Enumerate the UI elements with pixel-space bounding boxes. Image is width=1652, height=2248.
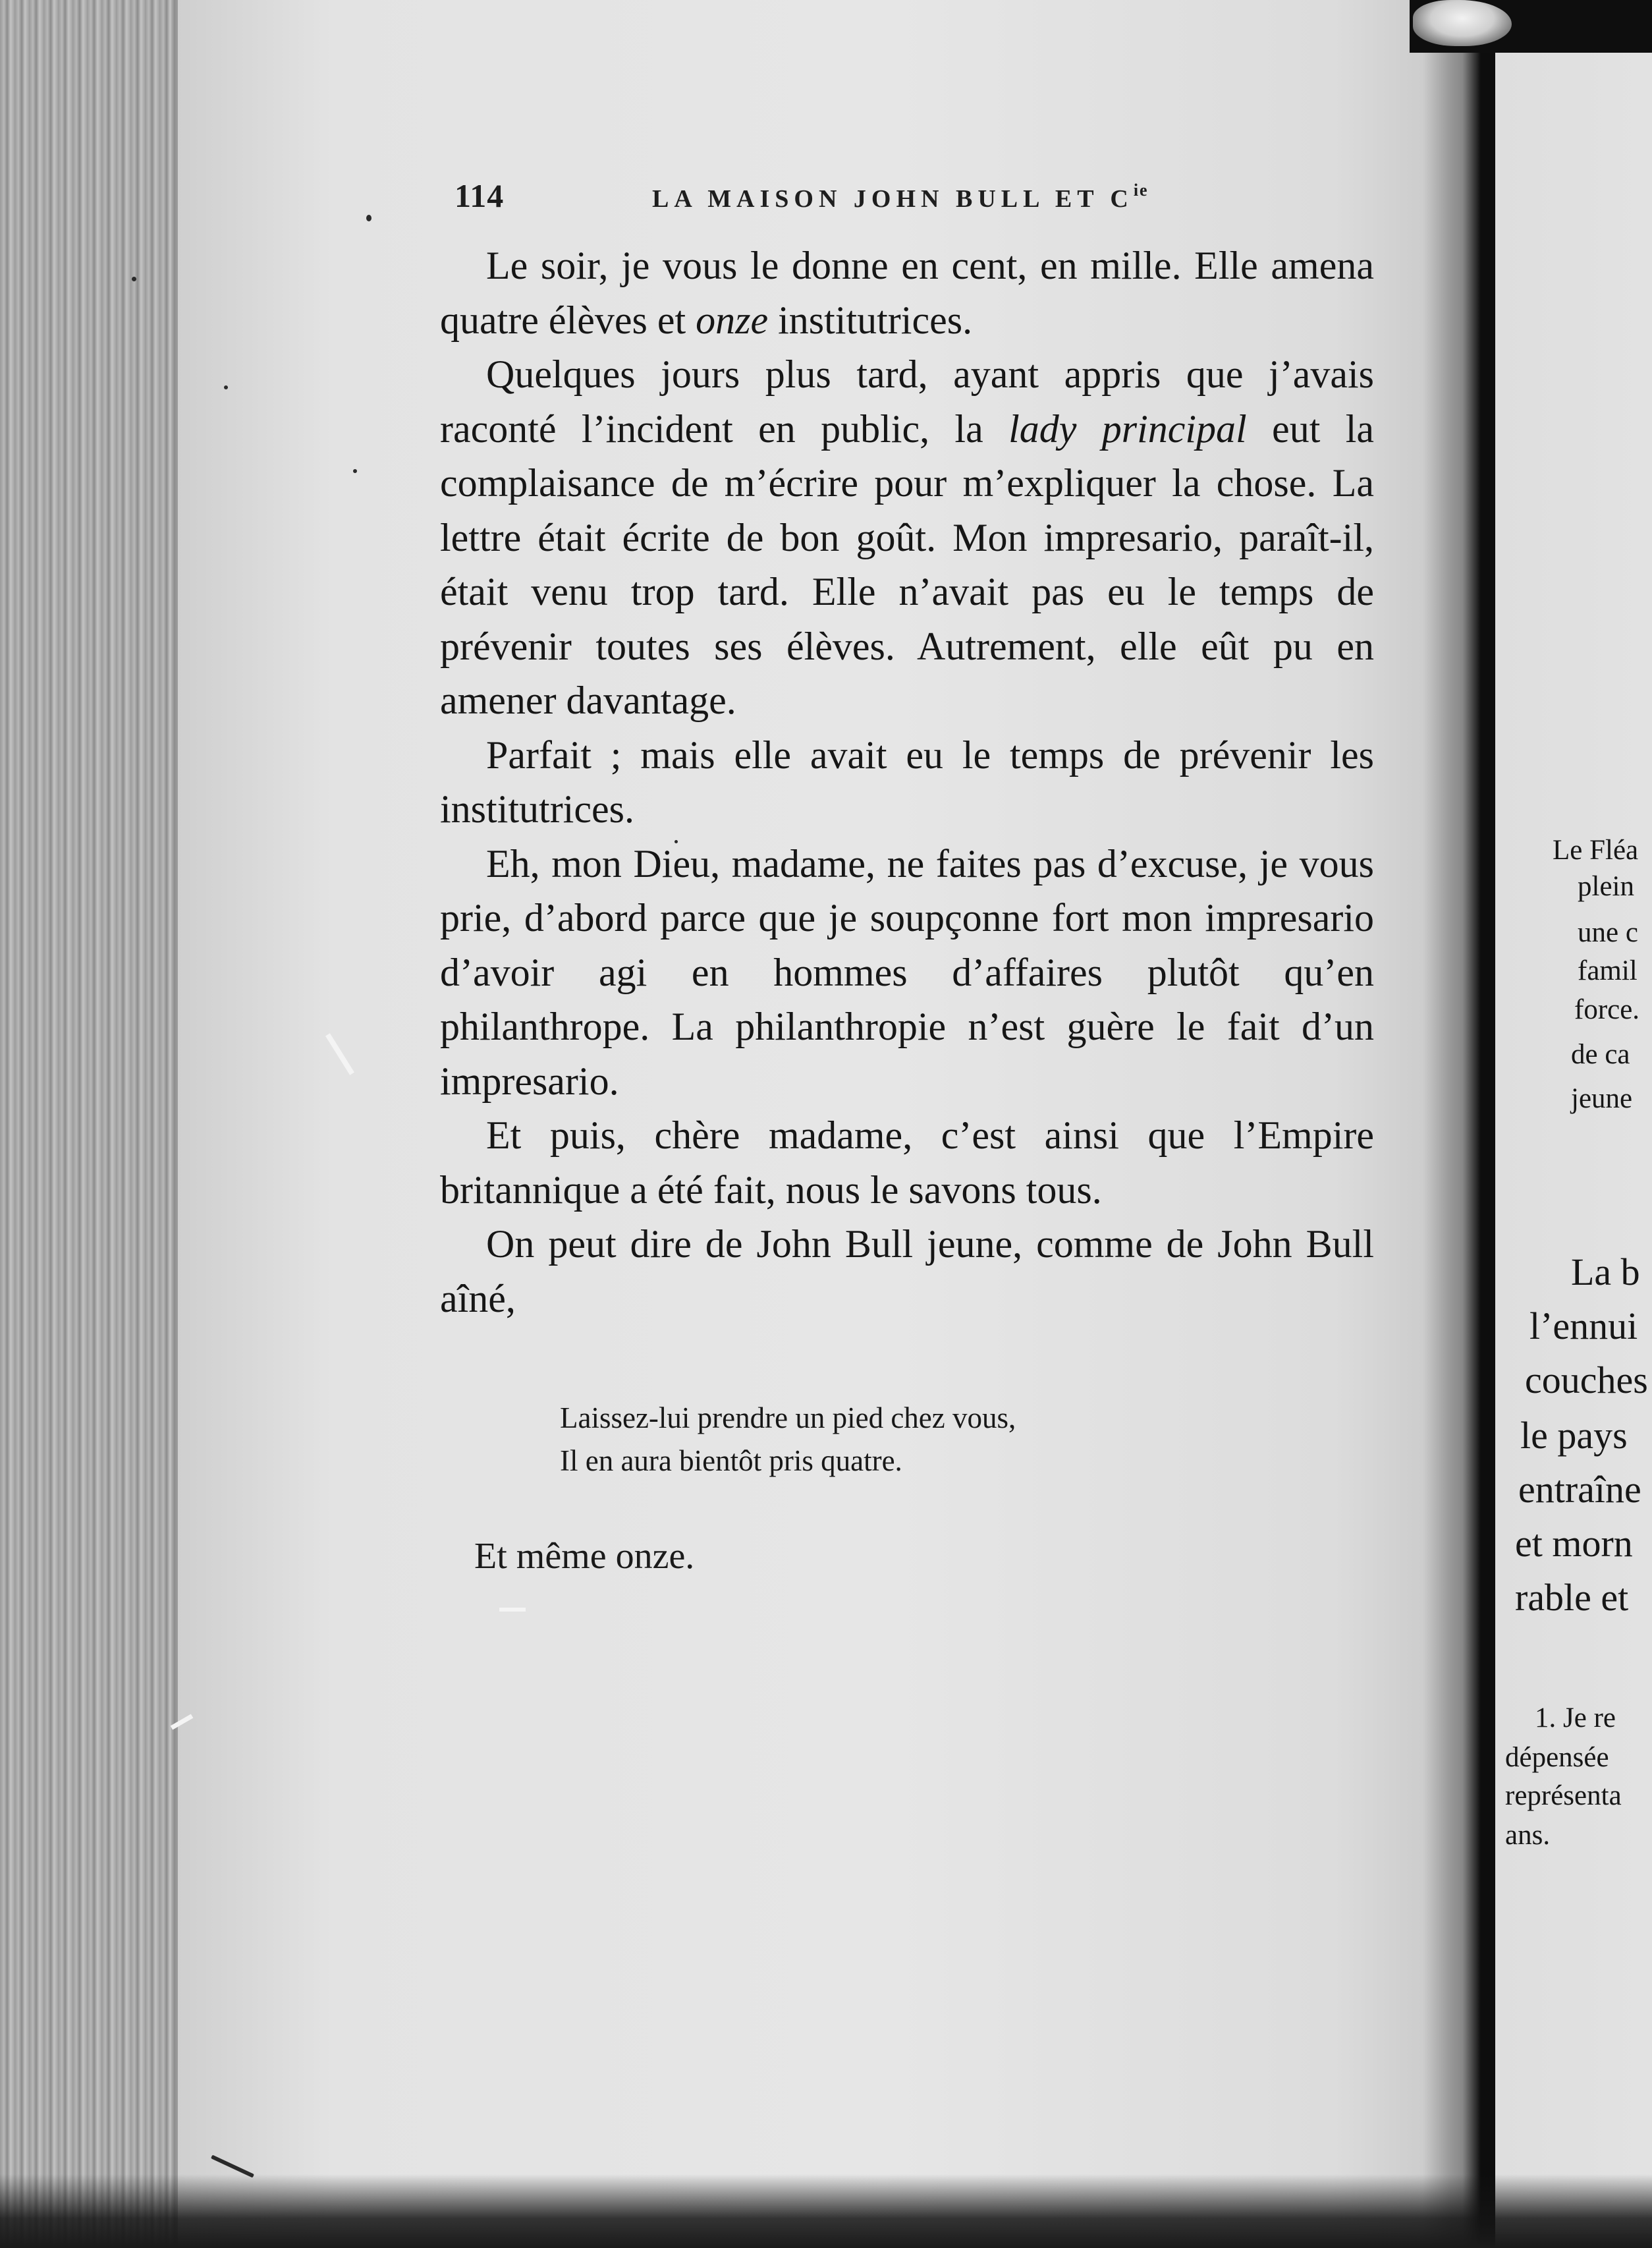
gutter-shadow (1423, 0, 1495, 2248)
scratch-mark (499, 1608, 526, 1612)
dust-speck (224, 385, 228, 389)
paragraph-text: institutrices. (768, 298, 973, 342)
right-page-footnote-line: ans. (1505, 1820, 1551, 1851)
page-header (454, 177, 1377, 216)
clip-blob (1413, 0, 1512, 46)
right-page-line: une c (1578, 917, 1638, 948)
dust-speck (132, 277, 136, 281)
right-page-line: et morn (1515, 1522, 1633, 1565)
right-page-line: Le Fléa (1553, 835, 1639, 866)
body-text (440, 239, 1374, 1326)
right-page-footnote-line: 1. Je re (1535, 1702, 1616, 1733)
paragraph-text: Le soir, je vous le donne en cent, en mille. Elle amena quatre élèves et (440, 244, 1374, 342)
page-number: 114 (454, 177, 505, 214)
paragraph (440, 239, 1374, 347)
paragraph: On peut dire de John Bull jeune, comme de John Bull aîné, (440, 1222, 1374, 1320)
right-page-line: rable et (1515, 1576, 1629, 1619)
paragraph-emphasis: lady principal (1008, 407, 1247, 451)
closing-line: Et même onze. (474, 1536, 695, 1577)
right-page-line: plein (1578, 871, 1634, 902)
running-title (652, 181, 1149, 213)
dust-speck (366, 215, 372, 221)
paragraph: Eh, mon Dieu, madame, ne faites pas d’excuse, je vous prie, d’abord parce que je soupçonne fort mon impresario d’avoir agi en hommes d’affaires plutôt qu’en philanthrope. La philanthropie n’est guère le fait d’un impresario. (440, 841, 1374, 1103)
page-edges (0, 0, 184, 2248)
paragraph: Et puis, chère madame, c’est ainsi que l’Empire britannique a été fait, nous le savons tous. (440, 1113, 1374, 1212)
right-page-line: l’ennui (1529, 1305, 1638, 1347)
right-page-line: entraîne (1518, 1468, 1641, 1511)
right-page-line: force. (1574, 994, 1640, 1025)
verse-quote (560, 1397, 1284, 1482)
running-title-sup: ie (1133, 181, 1149, 200)
running-title-text: LA MAISON JOHN BULL ET C (652, 185, 1134, 213)
right-page-line: jeune (1571, 1083, 1633, 1114)
paragraph-emphasis: onze (696, 298, 769, 342)
bottom-shadow (0, 2174, 1652, 2248)
right-page-line: de ca (1571, 1039, 1630, 1070)
right-page-line: le pays (1520, 1414, 1628, 1457)
right-page-line: couches (1525, 1359, 1648, 1401)
paragraph (440, 347, 1374, 728)
paragraph: Parfait ; mais elle avait eu le temps de prévenir les institutrices. (440, 733, 1374, 831)
right-page-footnote-line: dépensée (1505, 1742, 1609, 1773)
dust-speck (353, 469, 357, 473)
paragraph-text: eut la complaisance de m’écrire pour m’expliquer la chose. La lettre était écrite de bon goût. Mon impresario, paraît-il, était venu trop tard. Elle n’avait pas eu le temps de prévenir toutes ses élèves. Autrement, elle eût pu en amener davantage. (440, 407, 1374, 722)
right-page-line: famil (1578, 955, 1638, 986)
right-page-footnote-line: représenta (1505, 1780, 1622, 1811)
paragraph-text: Quelques jours plus tard, ayant appris que j’avais raconté l’incident en public, la (440, 352, 1374, 451)
verse-line: Il en aura bientôt pris quatre. (560, 1444, 902, 1477)
verse-line: Laissez-lui prendre un pied chez vous, (560, 1401, 1016, 1434)
right-page-line: La b (1571, 1250, 1640, 1293)
